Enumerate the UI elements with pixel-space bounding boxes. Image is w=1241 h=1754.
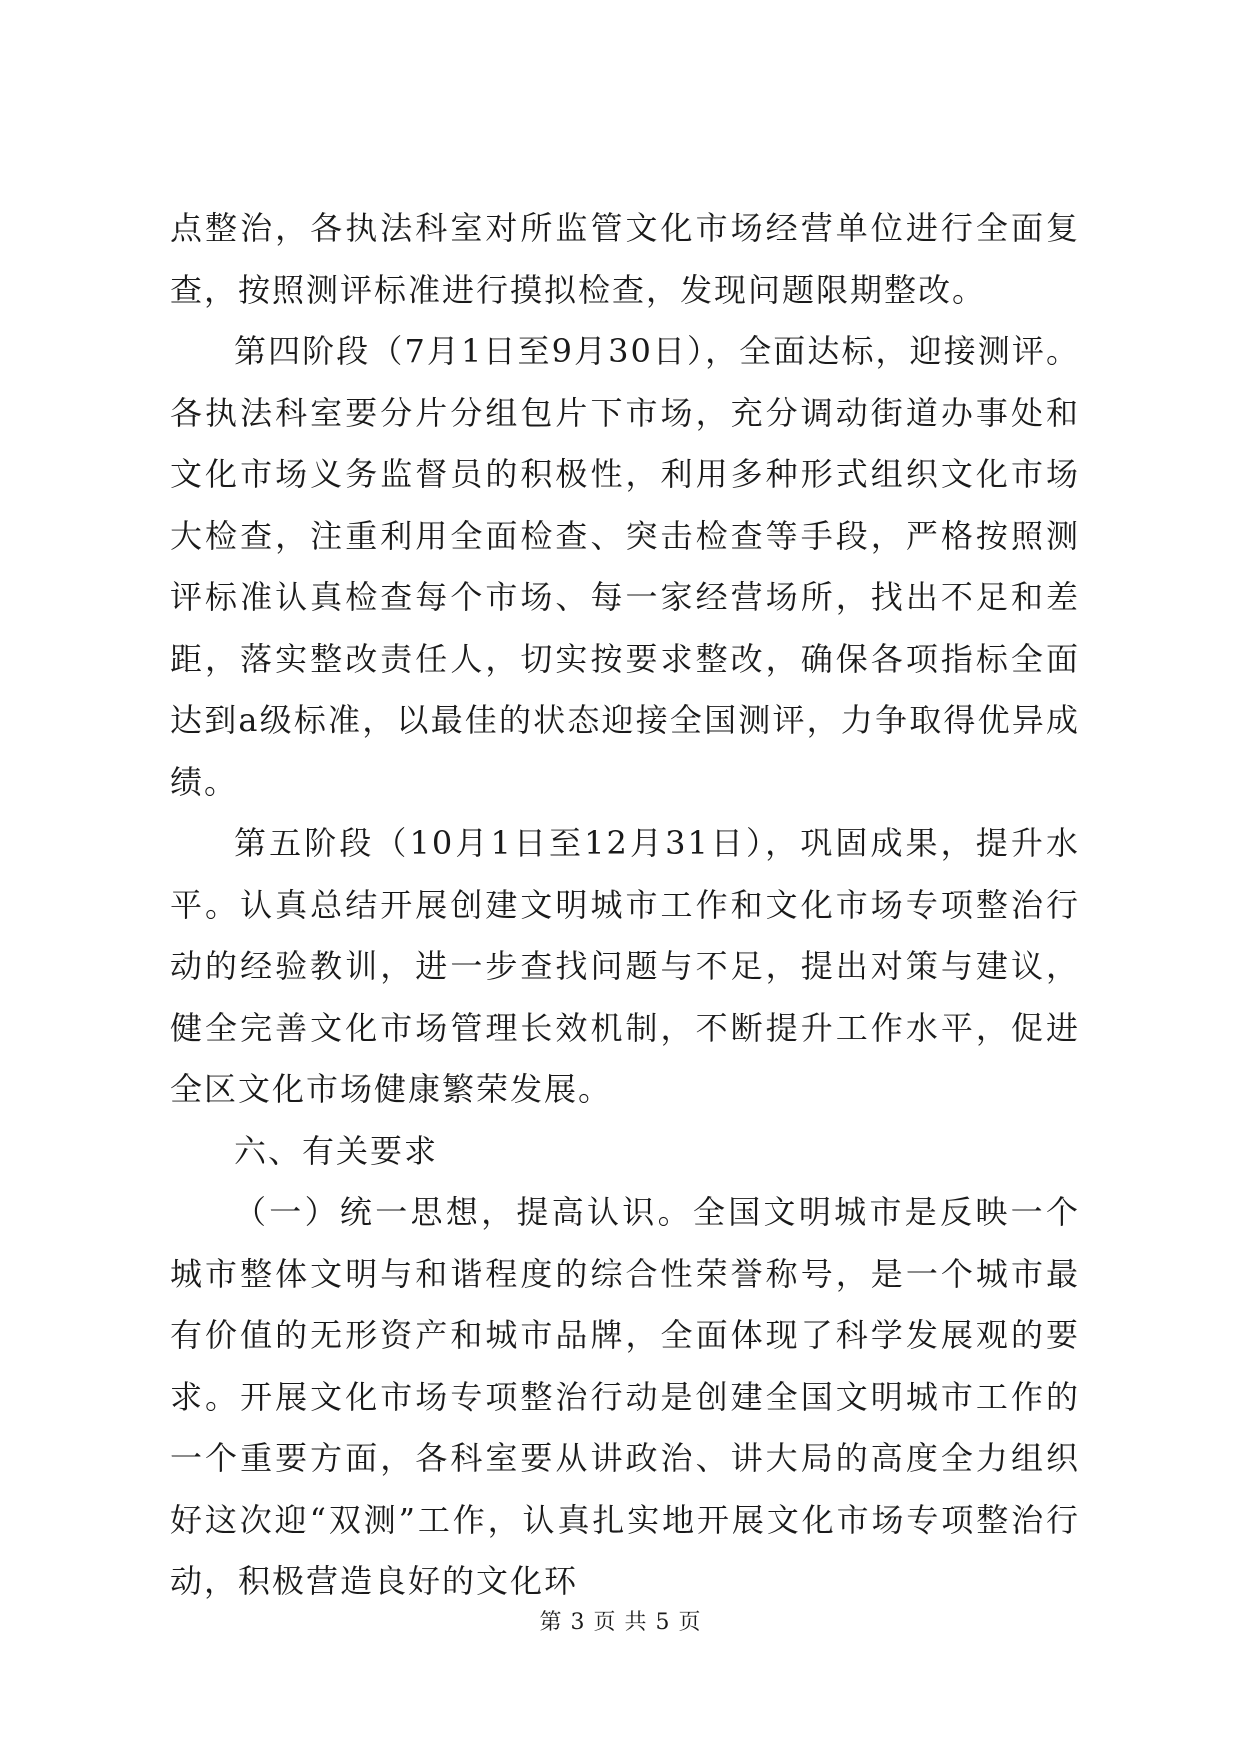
- paragraph-phase-five: 第五阶段（10月1日至12月31日），巩固成果，提升水平。认真总结开展创建文明城市工作和文化市场专项整治行动的经验教训，进一步查找问题与不足，提出对策与建议，健全完善文化市场管理长效机制，不断提升工作水平，促进全区文化市场健康繁荣发展。: [170, 824, 1080, 1108]
- paragraph-inspection-review: 点整治，各执法科室对所监管文化市场经营单位进行全面复查，按照测评标准进行摸拟检查，发现问题限期整改。: [170, 209, 1080, 309]
- document-body: [170, 198, 1080, 1613]
- paragraph-phase-four: 第四阶段（7月1日至9月30日），全面达标，迎接测评。各执法科室要分片分组包片下市场，充分调动街道办事处和文化市场义务监督员的积极性，利用多种形式组织文化市场大检查，注重利用全面检查、突击检查等手段，严格按照测评标准认真检查每个市场、每一家经营场所，找出不足和差距，落实整改责任人，切实按要求整改，确保各项指标全面达到a级标准，以最佳的状态迎接全国测评，力争取得优异成绩。: [170, 332, 1080, 801]
- page-number-footer: 第 3 页 共 5 页: [539, 1610, 702, 1635]
- section-heading-requirements: 六、有关要求: [234, 1131, 439, 1170]
- paragraph-requirement-one: （一）统一思想，提高认识。全国文明城市是反映一个城市整体文明与和谐程度的综合性荣誉称号，是一个城市最有价值的无形资产和城市品牌，全面体现了科学发展观的要求。开展文化市场专项整治行动是创建全国文明城市工作的一个重要方面，各科室要从讲政治、讲大局的高度全力组织好这次迎“双测”工作，认真扎实地开展文化市场专项整治行动，积极营造良好的文化环: [170, 1193, 1080, 1600]
